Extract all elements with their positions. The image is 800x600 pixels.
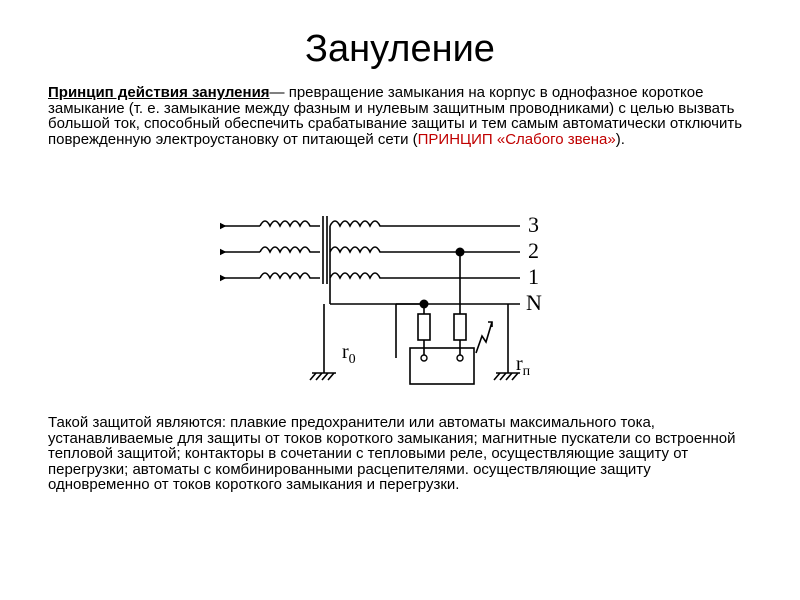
line-label-3: 3 [528,212,539,237]
r0-label: $r_0$ [342,341,356,367]
terminal-neutral [421,355,427,361]
intro-dash: — [269,84,285,101]
intro-tail: ). [615,130,625,148]
intro-paragraph [48,85,748,147]
intro-body: превращение замыкания на корпус в однофазное короткое замыкание (т. е. замыкание между фазным и нулевым защитным проводниками) с целью вызвать большой ток, способный обеспечить срабатывание защиты и тем самым автоматически отключить поврежденную электроустановку от питающей сети ( [48,84,743,148]
junction-dot-neutral [420,300,429,309]
slide-title: Зануление [305,28,495,70]
line-label-1: 1 [528,264,539,289]
intro-term: Принцип действия зануления [48,84,270,101]
line-label-N: N [526,290,542,315]
line-label-2: 2 [528,238,539,263]
secondary-winding-1 [330,273,390,278]
fuse-neutral [418,314,430,340]
terminal-phase [457,355,463,361]
fault-lightning-icon [476,322,492,353]
protection-paragraph: Такой защитой являются: плавкие предохранители или автоматы максимального тока, устанавливаемые для защиты от токов короткого замыкания; магнитные пускатели со встроенной тепловой защитой; контакторы в сочетании с тепловыми реле, осуществляющие защиту от перегрузки; автоматы с комбинированными расцепителями. осуществляющие защиту одновременно от токов короткого замыкания и перегрузки. [48,414,736,493]
junction-dot-phase-2 [456,248,465,257]
secondary-winding-3 [330,221,390,226]
rn-label: $r_п$ [516,353,531,379]
grounding-circuit-diagram [220,208,560,398]
primary-winding-1 [260,221,320,226]
secondary-winding-2 [330,247,390,252]
equipment-housing [410,348,474,384]
primary-winding-2 [260,247,320,252]
principle-label: ПРИНЦИП «Слабого звена» [417,130,616,148]
primary-winding-3 [260,273,320,278]
fuse-phase [454,314,466,340]
